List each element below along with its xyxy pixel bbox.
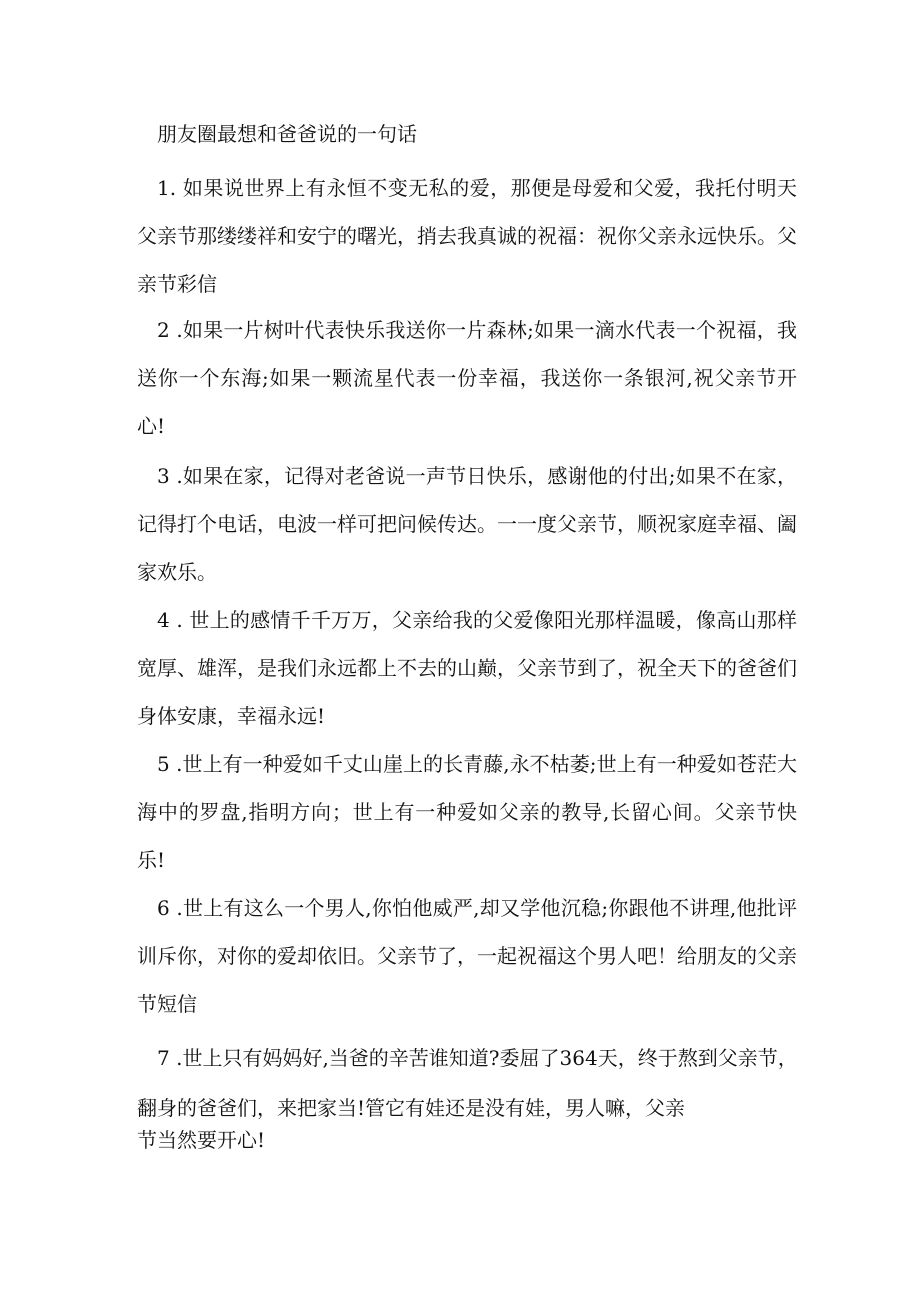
paragraph-7-line-3: 节当然要开心! — [137, 1128, 266, 1152]
paragraph-5: 5 .世上有一种爱如千丈山崖上的长青藤,永不枯萎;世上有一种爱如苍茫大海中的罗盘,指明方向；世上有一种爱如父亲的教导,长留心间。父亲节快乐! — [137, 752, 797, 872]
paragraph-1: 1. 如果说世界上有永恒不变无私的爱，那便是母爱和父爱，我托付明天父亲节那缕缕祥和安宁的曙光，捎去我真诚的祝福：祝你父亲永远快乐。父亲节彩信 — [137, 176, 797, 296]
page-title: 朋友圈最想和爸爸说的一句话 — [157, 122, 417, 146]
paragraph-4: 4 . 世上的感情千千万万，父亲给我的父爱像阳光那样温暖，像高山那样宽厚、雄浑，是我们永远都上不去的山巅，父亲节到了，祝全天下的爸爸们身体安康，幸福永远! — [137, 608, 797, 728]
paragraph-6: 6 .世上有这么一个男人,你怕他威严,却又学他沉稳;你跟他不讲理,他批评训斥你，对你的爱却依旧。父亲节了，一起祝福这个男人吧！给朋友的父亲节短信 — [137, 896, 797, 1016]
paragraph-7-line-1: 7 .世上只有妈妈好,当爸的辛苦谁知道?委屈了364天，终于熬到父亲节， — [157, 1046, 798, 1070]
paragraph-2: 2 .如果一片树叶代表快乐我送你一片森林;如果一滴水代表一个祝福，我送你一个东海;如果一颗流星代表一份幸福，我送你一条银河,祝父亲节开心! — [137, 318, 797, 438]
paragraph-7-line-2: 翻身的爸爸们，来把家当!管它有娃还是没有娃，男人嘛，父亲 — [137, 1096, 686, 1120]
paragraph-3: 3 .如果在家，记得对老爸说一声节日快乐，感谢他的付出;如果不在家，记得打个电话，电波一样可把问候传达。一一度父亲节，顺祝家庭幸福、阖家欢乐。 — [137, 464, 797, 584]
